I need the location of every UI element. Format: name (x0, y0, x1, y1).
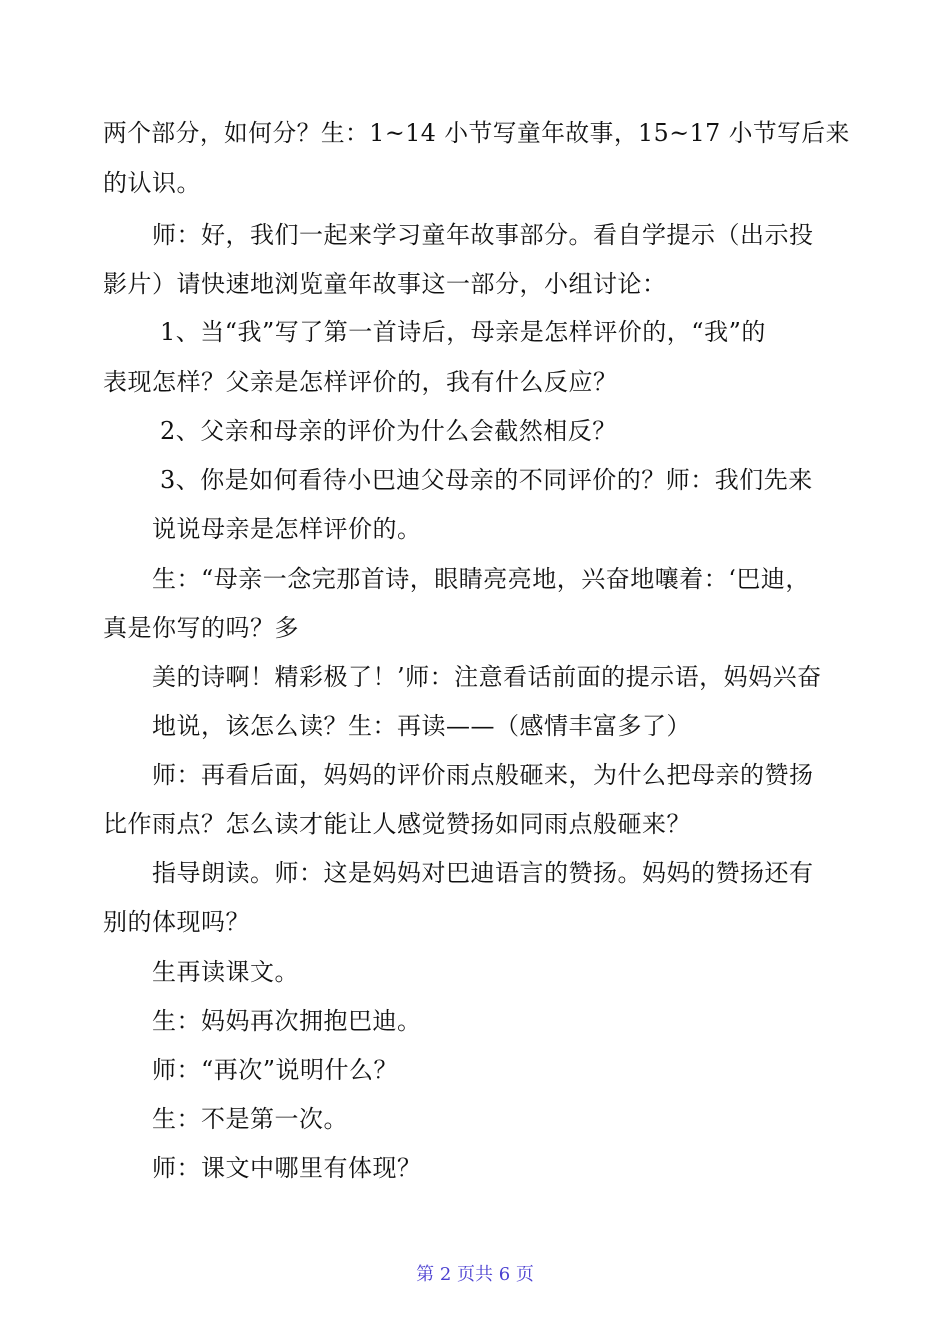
text-line: 真是你写的吗？多 (103, 614, 299, 642)
text-line: 表现怎样？父亲是怎样评价的，我有什么反应？ (103, 368, 618, 396)
text-line: 1、当“我”写了第一首诗后，母亲是怎样评价的，“我”的 (160, 318, 766, 346)
text-line: 影片）请快速地浏览童年故事这一部分，小组讨论： (103, 270, 667, 298)
text-line: 3、你是如何看待小巴迪父母亲的不同评价的？师：我们先来 (160, 466, 813, 494)
text-line: 地说，该怎么读？生：再读——（感情丰富多了） (152, 712, 691, 740)
text-line: 生再读课文。 (152, 958, 299, 986)
page-number: 第 2 页共 6 页 (416, 1264, 534, 1285)
text-line: 师：再看后面，妈妈的评价雨点般砸来，为什么把母亲的赞扬 (152, 761, 814, 789)
text-line: 两个部分，如何分？生：1~14 小节写童年故事，15~17 小节写后来 (103, 119, 850, 147)
text-line: 生：妈妈再次拥抱巴迪。 (152, 1007, 422, 1035)
text-line: 2、父亲和母亲的评价为什么会截然相反？ (160, 417, 617, 445)
text-line: 比作雨点？怎么读才能让人感觉赞扬如同雨点般砸来？ (103, 810, 691, 838)
text-line: 生：“母亲一念完那首诗，眼睛亮亮地，兴奋地嚷着：‘巴迪， (152, 565, 810, 593)
text-line: 的认识。 (103, 169, 201, 197)
text-line: 别的体现吗？ (103, 908, 250, 936)
text-line: 师：课文中哪里有体现？ (152, 1154, 422, 1182)
text-line: 师：好，我们一起来学习童年故事部分。看自学提示（出示投 (152, 221, 814, 249)
text-line: 生：不是第一次。 (152, 1105, 348, 1133)
text-line: 师：“再次”说明什么？ (152, 1056, 399, 1084)
text-line: 指导朗读。师：这是妈妈对巴迪语言的赞扬。妈妈的赞扬还有 (152, 859, 814, 887)
text-line: 美的诗啊！精彩极了！’师：注意看话前面的提示语，妈妈兴奋 (152, 663, 822, 691)
text-line: 说说母亲是怎样评价的。 (152, 515, 422, 543)
